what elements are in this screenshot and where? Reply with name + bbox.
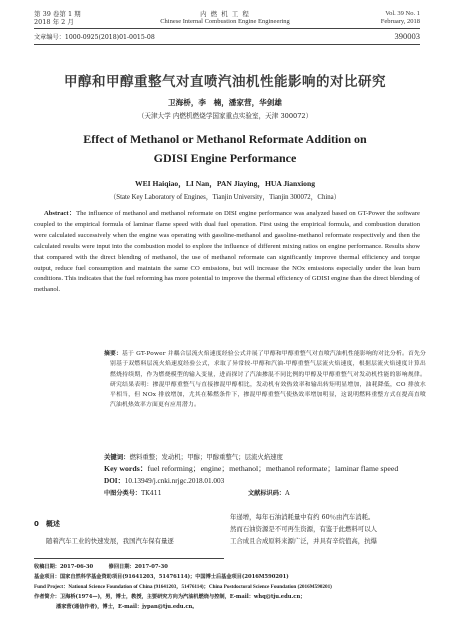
keywords-en [104,463,398,474]
journal-name-en: Chinese Internal Combustion Engine Engineering [160,18,290,25]
title-cn: 甲醇和甲醇重整气对直喷汽油机性能影响的对比研究 [64,74,386,90]
keywords-cn-text: 燃料重整；发动机；甲醇；甲醇重整气；层流火焰速度 [129,453,283,461]
footnote-rule [34,558,224,559]
footnote-fund-en: Fund Project：National Science Foundation of China (91641203，51476114)；China Postdoctoral Science Foundation (2016M590201) [34,584,332,590]
doi-line [104,476,224,486]
authors-cn: 卫海桥，李 楠，潘家营，华剑雄 [168,98,282,107]
journal-name-cn: 内 燃 机 工 程 [200,10,250,18]
article-code: 390003 [394,31,420,41]
footnote-fund-cn: 基金项目：国家自然科学基金资助项目(91641203，51476114)；中国博士后基金项目(2016M590201) [34,574,289,580]
document-code-label: 文献标识码： [248,490,286,497]
abstract-cn-text: 基于 GT-Power 并耦合层流火焰速度经验公式并展了甲醇和甲醇重整气对直喷汽油机性能影响的对比分析。首先分别基于双燃料层流火焰速度经验公式，求取了异常较-甲醇和汽油-甲醇重整气层流火焰速度，根据层流火焰速度计算出燃烧持续期，作为燃烧模型的输入变量，进而探讨了汽油掺混不同比例的甲醇及甲醇重整气对发动机性能的影响规律。研究结果表明：掺混甲醇重整气与直接掺混甲醇相比，发动机有效热效率和输出转矩明显增加，油耗降低，CO 排放水平相当，但 NOx 排放增加，尤其在稀燃条件下，掺混甲醇重整气使热效率增加明显，这说明燃料重整方式在提高直喷汽油机热效率方面更有应用潜力。 [110,351,427,409]
footnote-author-intro: 作者简介：卫海桥(1974—)，男，博士，教授，主要研究方向为汽油机燃烧与控制，E-mail：whq@tju.edu.cn； [34,594,306,600]
document-code-value: A [285,490,290,497]
publication-date-cn: 2018 年 2 月 [34,18,74,26]
volume-issue-en: Vol. 39 No. 1 [385,10,420,17]
abstract-cn-label: 摘要： [104,351,123,357]
keywords-cn [104,452,283,461]
section-0-right-line-1: 年递增，每年石油消耗量中有约 60％由汽车消耗。 [230,513,375,521]
doi-value: 10.13949/j.cnki.nrjgc.2018.01.003 [124,477,225,485]
classification-label: 中图分类号： [104,490,142,497]
section-0-left-text: 随着汽车工业的快速发展，我国汽车保有量逐 [46,537,174,545]
affiliation-cn: （天津大学 内燃机燃烧学国家重点实验室，天津 300072） [137,112,313,120]
keywords-cn-label: 关键词： [104,453,130,461]
keywords-en-label: Key words： [104,464,148,473]
doi-label: DOI： [104,477,125,485]
footnote-received: 收稿日期：2017-06-30 修回日期：2017-07-30 [34,564,168,570]
affiliation-en: （State Key Laboratory of Engines，Tianjin University，Tianjin 300072，China） [109,194,341,201]
document-code-line [248,488,290,497]
section-0-right-line-3: 工合成且合成原料来源广泛，并具有辛烷值高，抗爆 [230,537,377,545]
section-0-right-line-2: 然而石油资源是不可再生资源，有鉴于此燃料可以人 [230,525,377,533]
abstract-en-text: The influence of methanol and methanol reformate on DISI engine performance was analyzed based on GT-Power the software coupled to the empirical formula of laminar flame speed with dual fuel operation. First using the empirical formula, and combustion duration were calculated successively when the engine was operating with gasoline-methanol and gasoline-methanol reformate respectively and then the calculated results were input into the combustion model to explore the influence of different mixing ratios on engine performance. Results show that compared with the direct blending of methanol, the use of methanol reformate can significantly improve thermal efficiency and torque output, reduce fuel consumption and maintain the same CO emissions, but will increase the NOx emissions especially under the lean burn conditions. This indicates that the fuel reforming has more potential to improve the thermal efficiency of GDISI engine than the direct blending of methanol. [34,210,420,294]
abstract-en [34,209,420,296]
title-en-line-2: GDISI Engine Performance [153,151,297,165]
publication-date-en: February, 2018 [380,18,420,25]
abstract-en-label: Abstract： [44,210,77,217]
article-number: 文章编号：1000-0925(2018)01-0015-08 [34,34,155,41]
volume-issue-cn: 第 39 卷第 1 期 [34,10,81,18]
classification-value: TK411 [141,490,162,497]
footnote-corresponding: 潘家营(通信作者)，博士，E-mail：jypan@tju.edu.cn。 [56,604,198,610]
title-en-line-1: Effect of Methanol or Methanol Reformate Addition on [83,132,367,146]
article-id-rule [34,44,420,45]
header-rule [34,28,420,29]
classification-line [104,488,162,497]
abstract-cn [104,349,427,411]
keywords-en-text: fuel reforming；engine；methanol；methanol reformate；laminar flame speed [147,464,399,473]
section-0-heading: 0 概述 [34,520,60,528]
authors-en: WEI Haiqiao，LI Nan，PAN Jiaying，HUA Jianxiong [134,179,316,188]
